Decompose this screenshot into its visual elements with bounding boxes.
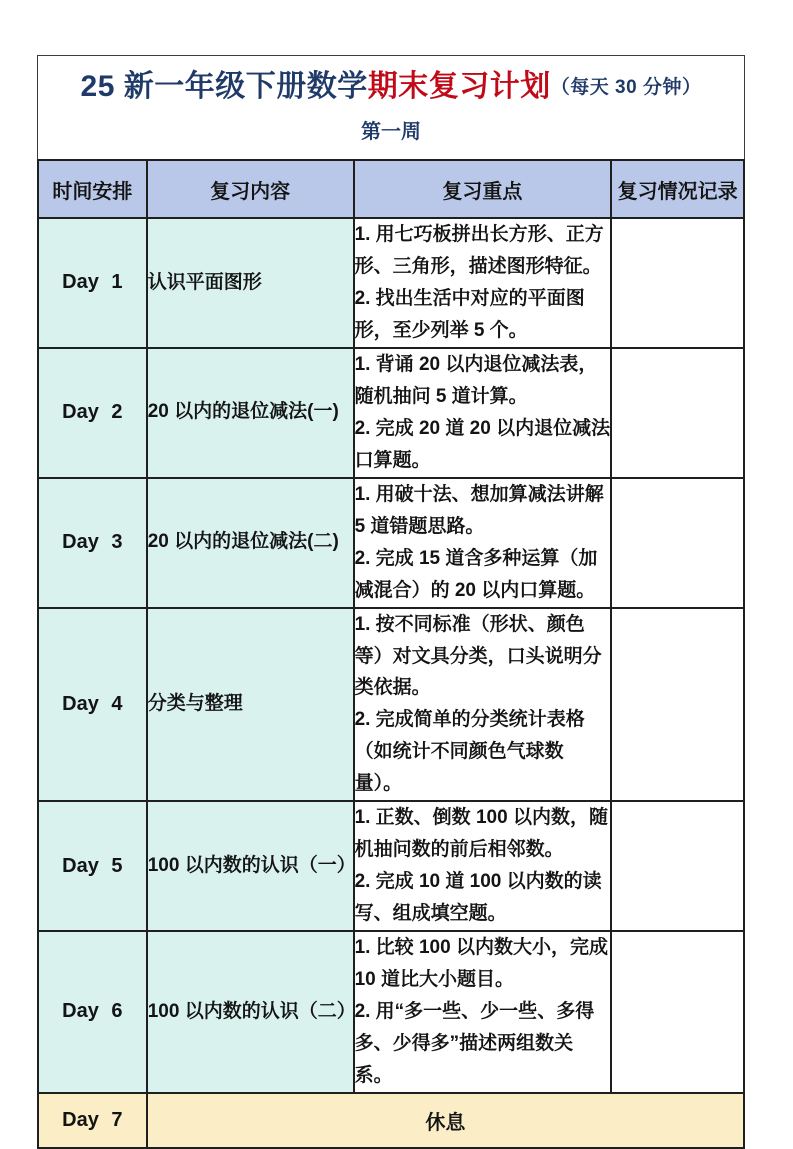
point-item: 1. 正数、倒数 100 以内数，随机抽问数的前后相邻数。 — [354, 807, 608, 861]
record-cell — [611, 931, 744, 1093]
header-content: 复习内容 — [147, 160, 354, 218]
point-item: 1. 用破十法、想加算减法讲解 5 道错题思路。 — [354, 483, 604, 537]
table-row-day2 — [38, 348, 744, 478]
day-cell: Day 4 — [38, 608, 147, 801]
record-cell — [611, 608, 744, 801]
day-cell: Day 5 — [38, 801, 147, 931]
day-cell: Day 3 — [38, 478, 147, 608]
header-points: 复习重点 — [354, 160, 612, 218]
week-label: 第一周 — [361, 121, 421, 143]
point-item: 2. 完成 20 道 20 以内退位减法口算题。 — [354, 417, 611, 471]
title-note: （每天 30 分钟） — [550, 77, 702, 98]
header-time: 时间安排 — [38, 160, 147, 218]
content-cell: 认识平面图形 — [147, 218, 354, 348]
point-item: 1. 按不同标准（形状、颜色等）对文具分类，口头说明分类依据。 — [354, 613, 602, 699]
point-item: 1. 背诵 20 以内退位减法表，随机抽问 5 道计算。 — [354, 353, 598, 407]
point-item: 2. 完成 10 道 100 以内数的读写、组成填空题。 — [354, 871, 602, 924]
header-record: 复习情况记录 — [611, 160, 744, 218]
title-prefix: 25 新一年级下册数学 — [80, 70, 368, 103]
day-cell: Day 6 — [38, 931, 147, 1093]
content-cell: 100 以内数的认识（一） — [147, 801, 354, 931]
table-row-day1 — [38, 218, 744, 348]
table-row-day3 — [38, 478, 744, 608]
record-cell — [611, 801, 744, 931]
content-cell: 20 以内的退位减法(一) — [147, 348, 354, 478]
point-item: 2. 用“多一些、少一些、多得多、少得多”描述两组数关系。 — [354, 1000, 595, 1086]
points-cell — [354, 218, 612, 348]
table-row-day7 — [38, 1093, 744, 1148]
content-cell: 分类与整理 — [147, 608, 354, 801]
record-cell — [611, 348, 744, 478]
study-plan-document — [37, 55, 745, 1149]
points-cell — [354, 801, 612, 931]
points-cell — [354, 478, 612, 608]
record-cell — [611, 478, 744, 608]
record-cell — [611, 218, 744, 348]
table-row-day5 — [38, 801, 744, 931]
table-row-day6 — [38, 931, 744, 1093]
day-cell: Day 1 — [38, 218, 147, 348]
point-item: 2. 完成 15 道含多种运算（加减混合）的 20 以内口算题。 — [354, 547, 598, 601]
content-cell: 20 以内的退位减法(二) — [147, 478, 354, 608]
point-item: 2. 完成简单的分类统计表格（如统计不同颜色气球数量）。 — [354, 709, 585, 795]
point-item: 1. 用七巧板拼出长方形、正方形、三角形，描述图形特征。 — [354, 224, 604, 277]
title-highlight: 期末复习计划 — [367, 70, 551, 103]
points-cell — [354, 931, 612, 1093]
page-title — [38, 56, 744, 105]
review-plan-table — [37, 159, 745, 1149]
day-cell: Day 7 — [38, 1093, 147, 1148]
points-cell — [354, 348, 612, 478]
point-item: 2. 找出生活中对应的平面图形，至少列举 5 个。 — [354, 287, 585, 341]
rest-cell: 休息 — [147, 1093, 744, 1148]
points-cell — [354, 608, 612, 801]
day-cell: Day 2 — [38, 348, 147, 478]
table-row-day4 — [38, 608, 744, 801]
table-header-row — [38, 160, 744, 218]
point-item: 1. 比较 100 以内数大小，完成 10 道比大小题目。 — [354, 937, 608, 990]
title-box — [37, 55, 745, 159]
content-cell: 100 以内数的认识（二） — [147, 931, 354, 1093]
